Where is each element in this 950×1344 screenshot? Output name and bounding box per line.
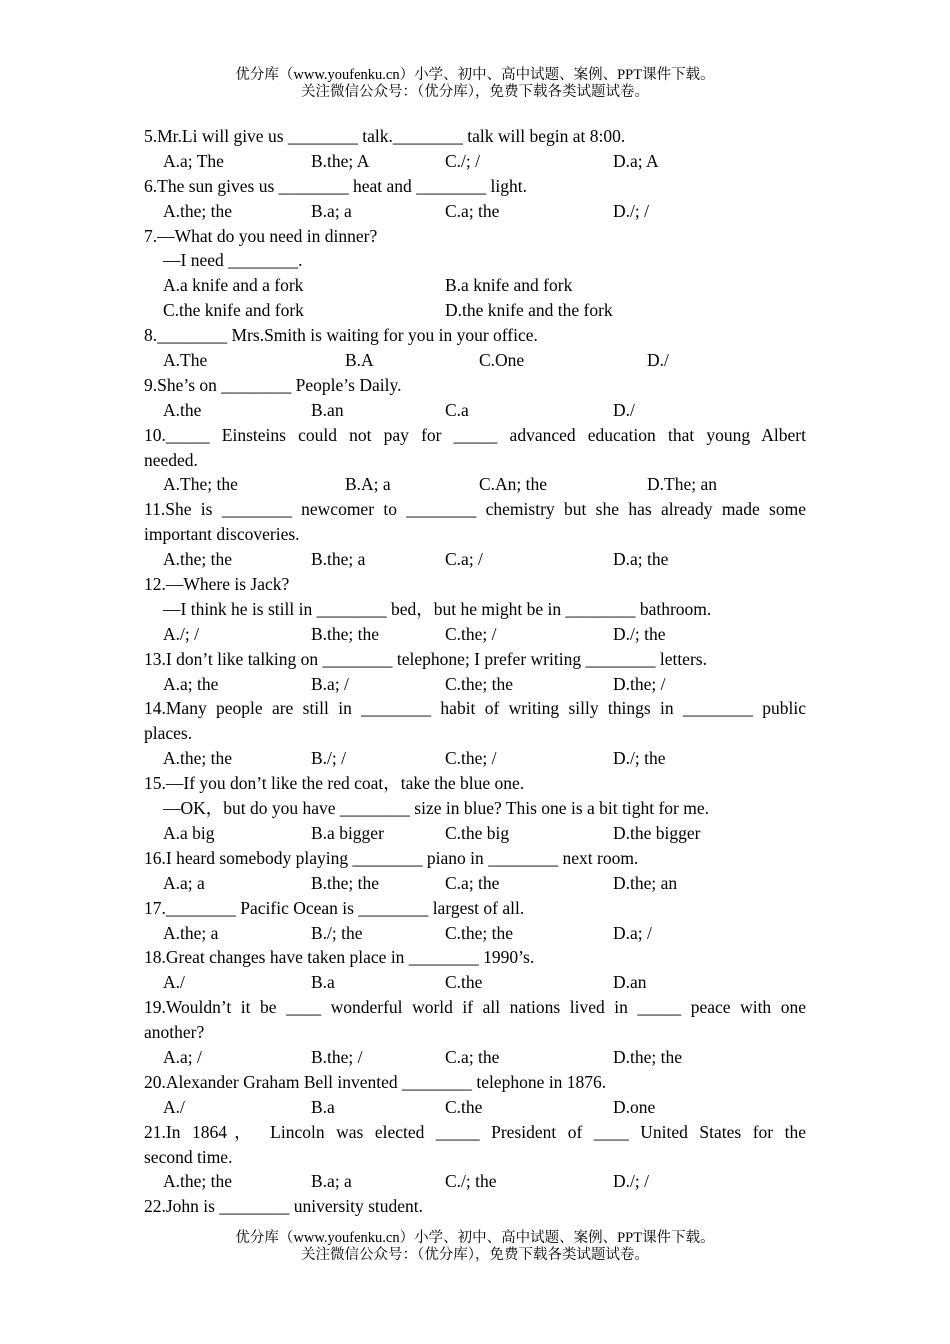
question-stem: 14.Many people are still in ________ habit of writing silly things in ________ public [144,698,806,719]
option-d[interactable]: D./; the [613,748,666,769]
question-stem: 9.She’s on ________ People’s Daily. [144,374,402,395]
option-row [144,398,806,423]
question-stem: 5.Mr.Li will give us ________ talk.________ talk will begin at 8:00. [144,126,626,146]
option-d[interactable]: D.an [613,972,647,993]
option-b[interactable]: B./; / [311,748,347,769]
option-b[interactable]: B.a; / [311,673,349,694]
option-c[interactable]: C.An; the [479,474,548,495]
option-a[interactable]: A./ [163,972,185,993]
option-row [144,348,806,373]
option-d[interactable]: D./ [647,350,669,371]
option-c[interactable]: C.a; the [445,872,500,893]
question-stem: 6.The sun gives us ________ heat and ________ light. [144,175,528,196]
option-d[interactable]: D.The; an [647,474,717,495]
option-a[interactable]: A.the; the [163,200,233,221]
question-list [144,124,806,1219]
option-d[interactable]: D./; / [613,200,649,221]
question-item [144,423,806,498]
question-stem-cont: places. [144,723,193,744]
option-row [144,298,806,323]
option-b[interactable]: B.a bigger [311,822,384,843]
question-item [144,323,806,373]
option-a[interactable]: A.the; the [163,748,233,769]
option-row [144,746,806,771]
option-b[interactable]: B.A [345,350,374,371]
question-item [144,771,806,846]
option-d[interactable]: D.the; / [613,673,666,694]
option-b[interactable]: B.a; a [311,1171,352,1192]
question-item [144,572,806,647]
option-d[interactable]: D./; / [613,1171,649,1192]
option-a[interactable]: A.The [163,350,208,371]
question-stem-cont: needed. [144,449,198,470]
option-a[interactable]: A.a; the [163,673,219,694]
question-stem-cont: —I need ________. [163,250,303,271]
question-stem: 13.I don’t like talking on ________ telephone; I prefer writing ________ letters. [144,648,707,669]
option-d[interactable]: D.the bigger [613,822,701,843]
option-row [144,149,806,174]
question-item [144,373,806,423]
page-header [0,67,950,101]
option-c[interactable]: C.a; the [445,1046,500,1067]
option-a[interactable]: A.a knife and a fork [163,275,304,296]
option-row [144,871,806,896]
option-a[interactable]: A.the; the [163,1171,233,1192]
option-a[interactable]: A.a big [163,822,215,843]
option-row [144,672,806,697]
option-c[interactable]: C.the knife and fork [163,300,304,321]
option-d[interactable]: D.the; an [613,872,678,893]
question-stem: 7.—What do you need in dinner? [144,225,378,246]
footer-line-2: 关注微信公众号：（优分库），免费下载各类试题试卷。 [301,1247,649,1263]
option-b[interactable]: B.a; a [311,200,352,221]
option-a[interactable]: A./; / [163,623,199,644]
footer-line-1: 优分库（www.youfenku.cn）小学、初中、高中试题、案例、PPT课件下载。 [235,1230,715,1246]
option-d[interactable]: D.the knife and the fork [445,300,613,321]
question-stem: 12.—Where is Jack? [144,574,290,595]
option-row [144,622,806,647]
option-b[interactable]: B.an [311,399,344,420]
option-a[interactable]: A.the; the [163,549,233,570]
header-line-2: 关注微信公众号：（优分库），免费下载各类试题试卷。 [301,84,649,100]
option-d[interactable]: D.a; A [613,150,659,171]
question-item [144,945,806,995]
option-d[interactable]: D.one [613,1096,656,1117]
question-item [144,174,806,224]
option-b[interactable]: B.the; the [311,623,380,644]
option-a[interactable]: A.the [163,399,202,420]
question-item [144,647,806,697]
option-c[interactable]: C.the [445,1096,483,1117]
option-b[interactable]: B.a [311,1096,335,1117]
option-b[interactable]: B./; the [311,922,363,943]
question-stem-cont: —I think he is still in ________ bed，but he might be in ________ bathroom. [163,598,712,619]
question-item [144,124,806,174]
option-row [144,1169,806,1194]
option-c[interactable]: C.the; the [445,673,514,694]
question-stem-cont: important discoveries. [144,524,300,545]
option-b[interactable]: B.A; a [345,474,391,495]
option-d[interactable]: D./; the [613,623,666,644]
question-stem: 10._____ Einsteins could not pay for _____ advanced education that young Albert [144,424,806,445]
question-stem: 8.________ Mrs.Smith is waiting for you in your office. [144,325,538,346]
page-footer [0,1230,950,1264]
option-row [144,821,806,846]
question-stem: 16.I heard somebody playing ________ piano in ________ next room. [144,847,639,868]
header-line-1: 优分库（www.youfenku.cn）小学、初中、高中试题、案例、PPT课件下载。 [235,67,715,83]
option-c[interactable]: C.the; / [445,623,497,644]
option-b[interactable]: B.the; the [311,872,380,893]
question-stem: 11.She is ________ newcomer to ________ chemistry but she has already made some [144,499,806,520]
option-row [144,921,806,946]
option-b[interactable]: B.a [311,972,335,993]
question-stem-cont: second time. [144,1146,233,1167]
option-c[interactable]: C.the; / [445,748,497,769]
question-stem: 20.Alexander Graham Bell invented ________ telephone in 1876. [144,1071,607,1092]
option-b[interactable]: B.the; A [311,150,370,171]
option-row [144,472,806,497]
option-c[interactable]: C./; the [445,1171,497,1192]
option-d[interactable]: D.a; the [613,549,669,570]
option-b[interactable]: B.a knife and fork [445,275,573,296]
question-item [144,846,806,896]
option-c[interactable]: C.the big [445,822,510,843]
question-item [144,696,806,771]
question-item [144,896,806,946]
option-c[interactable]: C.a; the [445,200,500,221]
option-row [144,273,806,298]
option-a[interactable]: A.the; a [163,922,219,943]
question-item [144,1070,806,1120]
option-row [144,1095,806,1120]
question-item [144,224,806,324]
option-c[interactable]: C.the [445,972,483,993]
option-d[interactable]: D.a; / [613,922,652,943]
option-a[interactable]: A.a; a [163,872,205,893]
option-d[interactable]: D.the; the [613,1046,683,1067]
question-stem-cont: —OK，but do you have ________ size in blue? This one is a bit tight for me. [163,798,709,819]
question-stem: 17.________ Pacific Ocean is ________ largest of all. [144,897,525,918]
question-stem-cont: another? [144,1022,205,1043]
question-item [144,1194,806,1219]
option-c[interactable]: C.a; / [445,549,483,570]
question-item [144,995,806,1070]
option-a[interactable]: A.a; / [163,1046,202,1067]
option-a[interactable]: A./ [163,1096,185,1117]
option-c[interactable]: C./; / [445,150,481,171]
option-row [144,547,806,572]
option-c[interactable]: C.One [479,350,525,371]
option-d[interactable]: D./ [613,399,635,420]
option-b[interactable]: B.the; a [311,549,366,570]
question-item [144,1120,806,1195]
option-a[interactable]: A.The; the [163,474,238,495]
question-stem: 21.In 1864， Lincoln was elected _____ President of ____ United States for the [144,1121,806,1142]
option-row [144,199,806,224]
question-item [144,497,806,572]
option-row [144,970,806,995]
option-c[interactable]: C.the; the [445,922,514,943]
option-row [144,1045,806,1070]
option-a[interactable]: A.a; The [163,150,224,171]
question-stem: 18.Great changes have taken place in ________ 1990’s. [144,947,535,968]
option-c[interactable]: C.a [445,399,469,420]
question-stem: 15.—If you don’t like the red coat，take the blue one. [144,773,525,794]
option-b[interactable]: B.the; / [311,1046,363,1067]
question-stem: 19.Wouldn’t it be ____ wonderful world if all nations lived in _____ peace with one [144,997,806,1018]
question-stem: 22.John is ________ university student. [144,1196,424,1217]
